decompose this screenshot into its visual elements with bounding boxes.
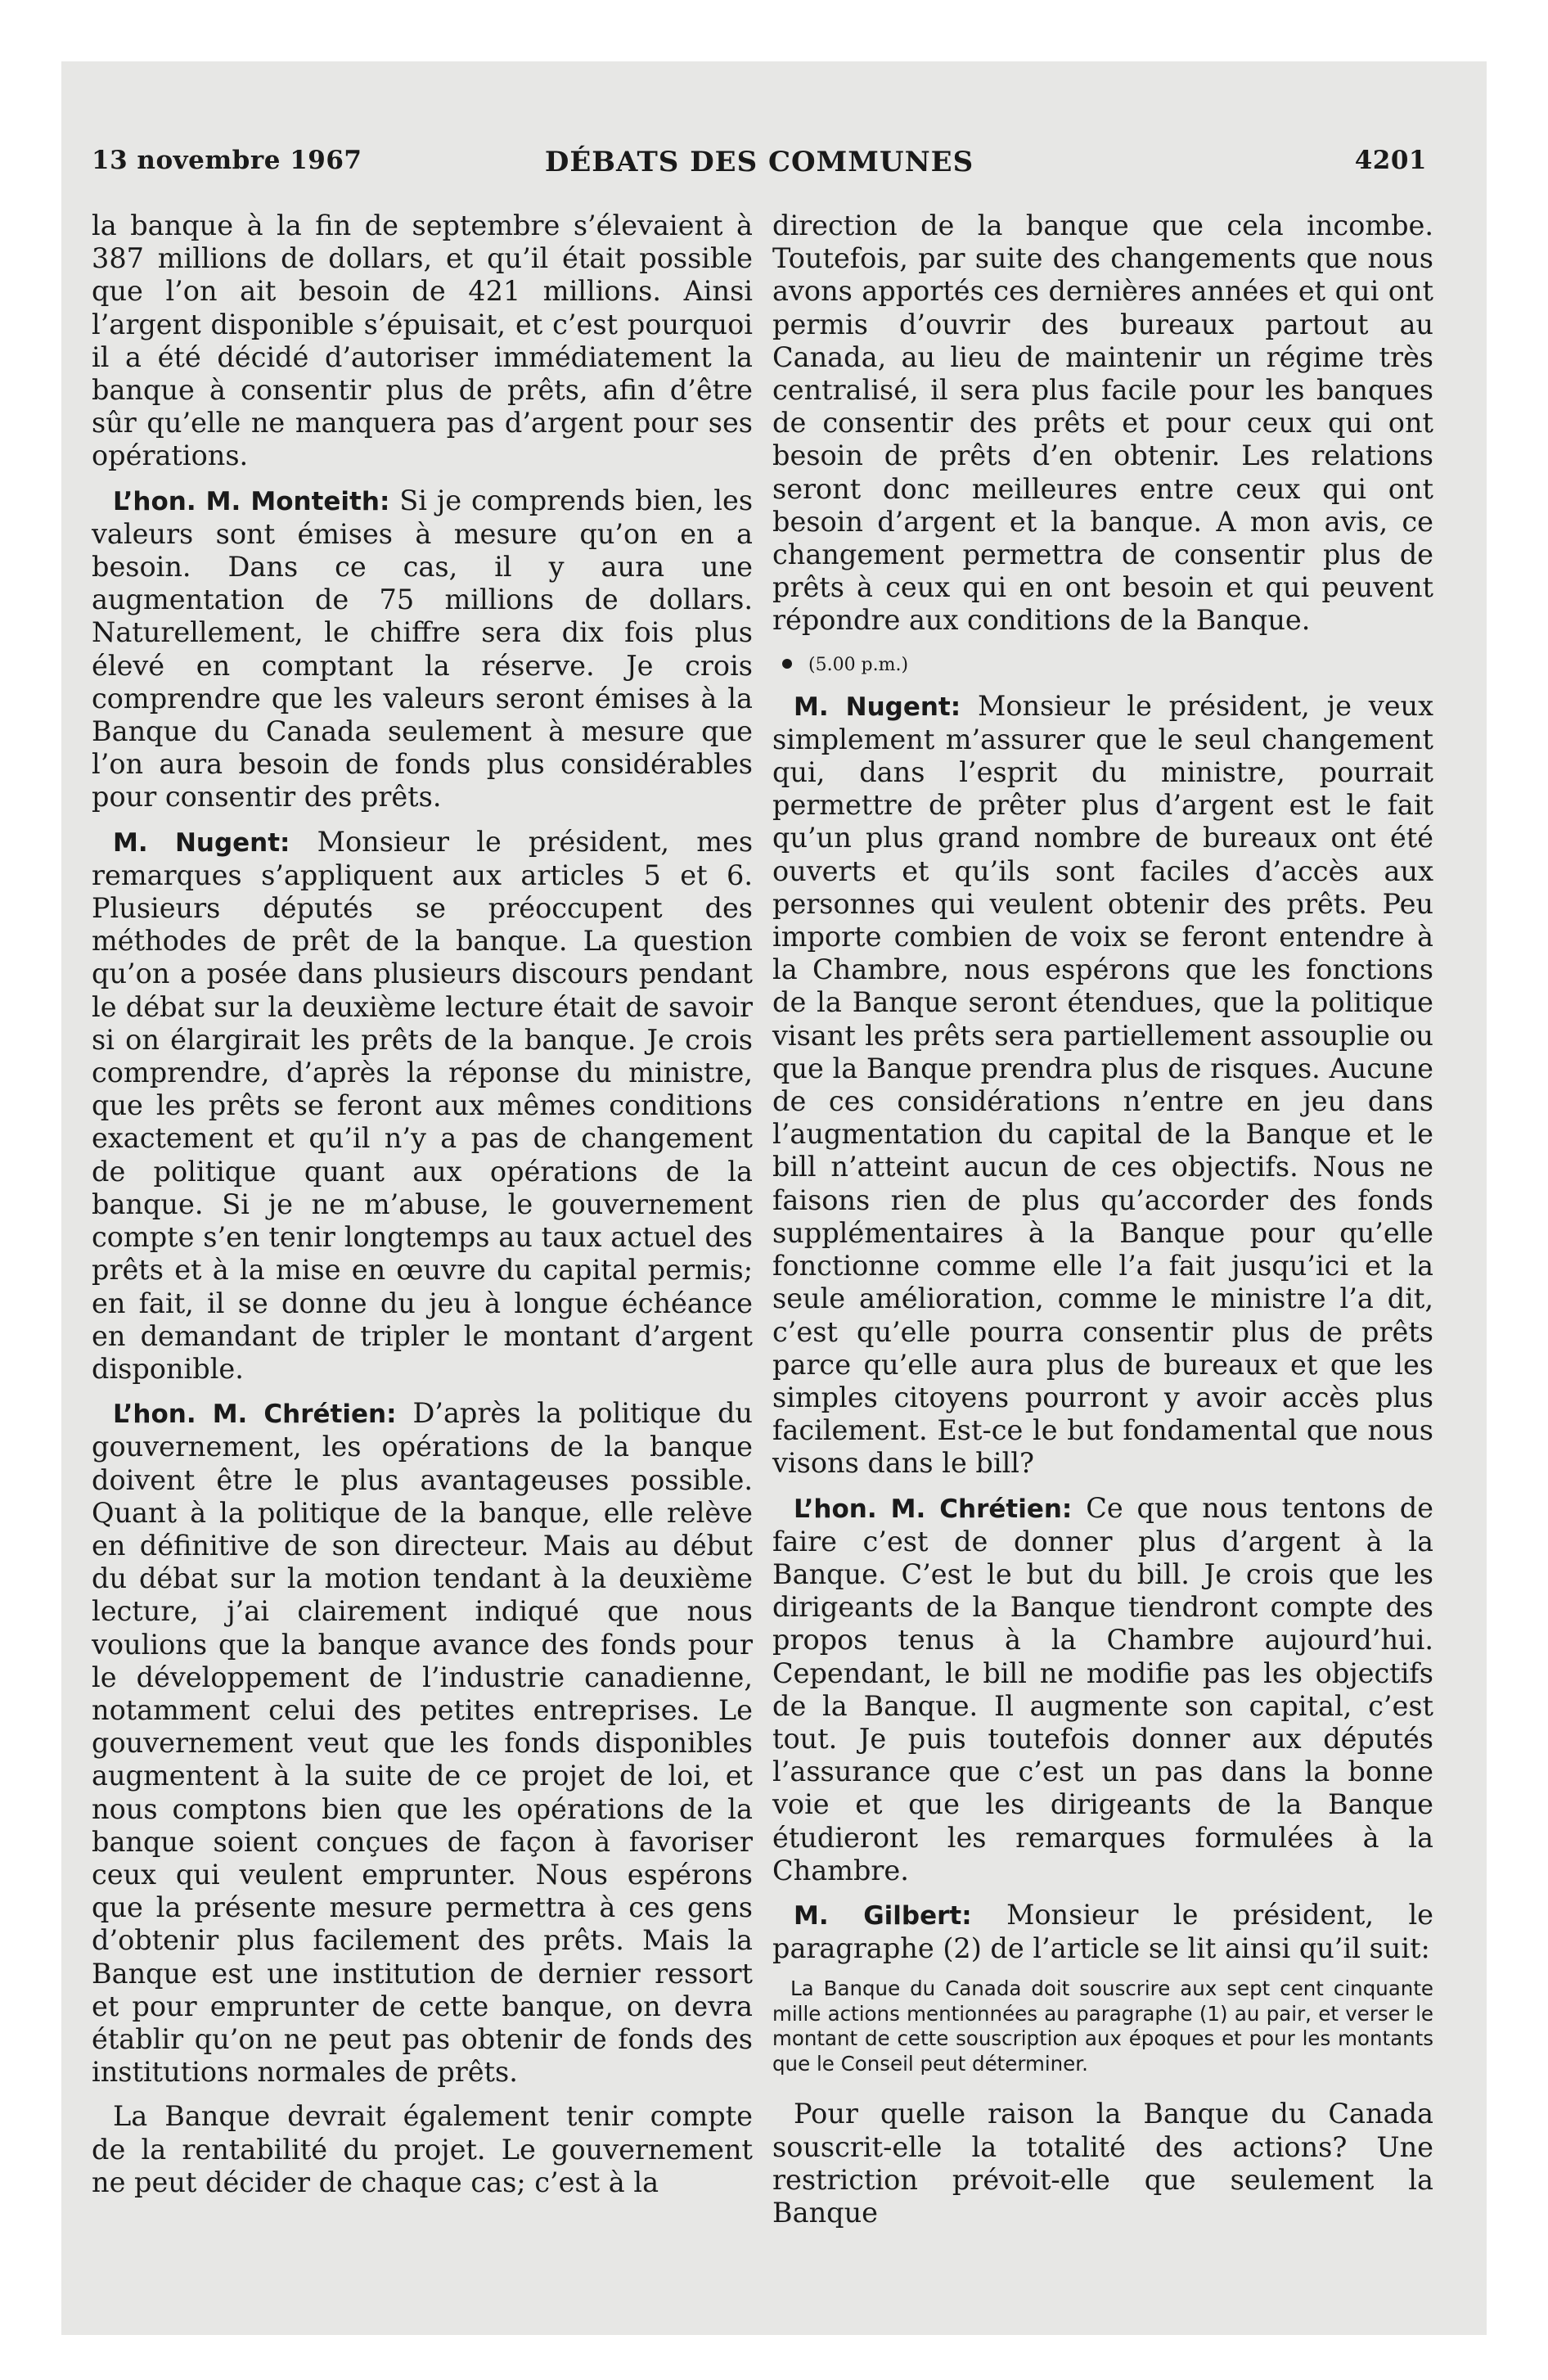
speaker-name: M. Nugent: [794,692,961,722]
paragraph-text: direction de la banque que cela incombe. Toutefois, par suite des changements que nous avons apportés ces dernières années et qui ont permis d’ouvrir des bureaux partout au Canada, au lieu de maintenir un régime très centralisé, il sera plus facile pour les banques de consentir des prêts et pour ceux qui ont besoin de prêts d’en obtenir. Les relations seront donc meilleures entre ceux qui ont besoin d’argent et la banque. A mon avis, ce changement permettra de consentir plus de prêts à ceux qui en ont besoin et qui peuvent répondre aux conditions de la Banque. [772,210,1433,637]
speaker-name: L’hon. M. Chrétien: [113,1400,397,1430]
paragraph-text: La Banque devrait également tenir compte de la rentabilité du projet. Le gouvernement ne peut décider de chaque cas; c’est à la [92,2100,753,2198]
left-column [92,210,753,2211]
paragraph-text: la banque à la fin de septembre s’élevaient à 387 millions de dollars, et qu’il était possible que l’on ait besoin de 421 millions. Ainsi l’argent disponible s’épuisait, et c’est pourquoi il a été décidé d’autoriser immédiatement la banque à consentir plus de prêts, afin d’être sûr qu’elle ne manquera pas d’argent pour ses opérations. [92,210,753,472]
paragraph [92,826,753,1386]
paragraph-text: Monsieur le président, mes remarques s’appliquent aux articles 5 et 6. Plusieurs députés se préoccupent des méthodes de prêt de la banque. La question qu’on a posée dans plusieurs discours pendant le débat sur la deuxième lecture était de savoir si on élargirait les prêts de la banque. Je crois comprendre, d’après la réponse du ministre, que les prêts se feront aux mêmes conditions exactement et qu’il n’y a pas de changement de politique quant aux opérations de la banque. Si je ne m’abuse, le gouvernement compte s’en tenir longtemps au taux actuel des prêts et à la mise en œuvre du capital permis; en fait, il se donne du jeu à longue échéance en demandant de tripler le montant d’argent disponible. [92,825,754,1385]
speaker-name: M. Nugent: [113,827,290,858]
header-page-number: 4201 [1354,146,1427,175]
paragraph-text: D’après la politique du gouvernement, les opérations de la banque doivent être le plus avantageuses possible. Quant à la politique de la banque, elle relève en définitive de son directeur. Mais au début du débat sur la motion tendant à la deuxième lecture, j’ai clairement indiqué que nous voulions que la banque avance des fonds pour le développement de l’industrie canadienne, notamment celui des petites entreprises. Le gouvernement veut que les fonds disponibles augmentent à la suite de ce projet de loi, et nous comptons bien que les opérations de la banque soient conçues de façon à favoriser ceux qui veulent emprunter. Nous espérons que la présente mesure permettra à ces gens d’obtenir plus facilement des prêts. Mais la Banque est une institution de dernier ressort et pour emprunter de cette banque, on devra établir qu’on ne peut pas obtenir de fonds des institutions normales de prêts. [92,1397,753,2089]
right-column [772,210,1433,2241]
time-marker [772,649,1433,682]
paragraph [772,690,1433,1481]
header-date: 13 novembre 1967 [92,146,362,175]
time-text: (5.00 p.m.) [808,654,909,675]
paragraph [92,1397,753,2089]
paragraph [772,210,1433,638]
bullet-icon [782,659,792,669]
paragraph-text: Pour quelle raison la Banque du Canada souscrit-elle la totalité des actions? Une restriction prévoit-elle que seulement la Banque [772,2098,1433,2229]
speaker-name: M. Gilbert: [794,1900,972,1931]
paragraph [92,210,753,473]
header-title: DÉBATS DES COMMUNES [544,146,974,178]
paragraph [92,485,753,814]
paragraph-text: Monsieur le président, le paragraphe (2) de l’article se lit ainsi qu’il suit: [772,1898,1433,1965]
paragraph-text: Monsieur le président, je veux simplement m’assurer que le seul changement qui, dans l’esprit du ministre, pourrait permettre de prêter plus d’argent est le fait qu’un plus grand nombre de bureaux ont été ouverts et qu’ils sont faciles d’accès aux personnes qui veulent obtenir des prêts. Peu importe combien de voix se feront entendre à la Chambre, nous espérons que les fonctions de la Banque seront étendues, que la politique visant les prêts sera partiellement assouplie ou que la Banque prendra plus de risques. Aucune de ces considérations n’entre en jeu dans l’augmentation du capital de la Banque et le bill n’atteint aucun de ces objectifs. Nous ne faisons rien de plus qu’accorder des fonds supplémentaires à la Banque pour qu’elle fonctionne comme elle l’a fait jusqu’ici et la seule amélioration, comme le ministre l’a dit, c’est qu’elle pourra consentir plus de prêts parce qu’elle aura plus de bureaux et que les simples citoyens pourront y avoir accès plus facilement. Est-ce le but fondamental que nous visons dans le bill? [772,689,1433,1480]
paragraph-text: Si je comprends bien, les valeurs sont émises à mesure qu’on en a besoin. Dans ce cas, il y aura une augmentation de 75 millions de dollars. Naturellement, le chiffre sera dix fois plus élevé en comptant la réserve. Je crois comprendre que les valeurs seront émises à la Banque du Canada seulement à mesure que l’on aura besoin de fonds plus considérables pour consentir des prêts. [92,484,754,814]
page-header [92,146,1427,187]
paragraph [92,2100,753,2199]
speaker-name: L’hon. M. Monteith: [113,486,390,516]
paragraph-text: Ce que nous tentons de faire c’est de donner plus d’argent à la Banque. C’est le but du bill. Je crois que les dirigeants de la Banque tiendront compte des propos tenus à la Chambre aujourd’hui. Cependant, le bill ne modifie pas les objectifs de la Banque. Il augmente son capital, c’est tout. Je puis toutefois donner aux députés l’assurance que c’est un pas dans la bonne voie et que les dirigeants de la Banque étudieront les remarques formulées à la Chambre. [772,1491,1433,1886]
speaker-name: L’hon. M. Chrétien: [794,1494,1073,1524]
quoted-clause: La Banque du Canada doit souscrire aux sept cent cinquante mille actions mentionnées au paragraphe (1) au pair, et verser le montant de cette souscription aux époques et pour les montants que le Conseil peut déterminer. [772,1977,1433,2076]
paragraph [772,1492,1433,1887]
paragraph [772,2098,1433,2229]
paragraph [772,1899,1433,1965]
